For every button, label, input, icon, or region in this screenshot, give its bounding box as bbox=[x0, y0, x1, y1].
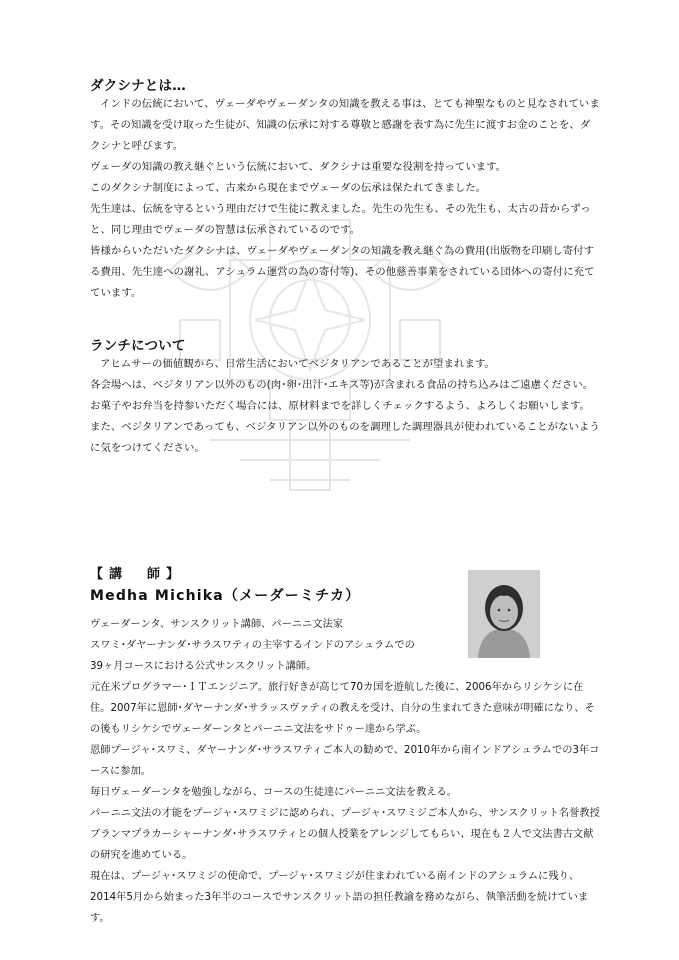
lunch-paragraph: アヒムサーの価値観から、日常生活においてベジタリアンであることが望まれます。 bbox=[100, 358, 495, 370]
bio-line: スワミ･ダヤーナンダ･サラスワティの主宰するインドのアシュラムでの bbox=[90, 640, 415, 651]
dakshina-paragraph: このダクシナ制度によって、古来から現在までヴェーダの伝承は保たれてきました。 bbox=[90, 182, 487, 194]
bio-line: ヴェーダーンタ、サンスクリット講師、パーニニ文法家 bbox=[90, 619, 344, 630]
bio-line: パーニニ文法の才能をプージャ･スワミジに認められ、プージャ･スワミジご本人から、サンスクリット名誉教授ブランマプラカーシャーナンダ･サラスワティとの個人授業をアレンジしてもらい、現在も２人で文法書古文献の研究を進めている。 bbox=[90, 808, 600, 861]
dakshina-paragraph: 先生達は、伝統を守るという理由だけで生徒に教えました。先生の先生も、その先生も、太古の昔からずっと、同じ理由でヴェーダの智慧は伝承されているのです。 bbox=[90, 203, 591, 236]
lunch-section bbox=[90, 334, 600, 459]
lunch-paragraph: 各会場へは、ベジタリアン以外のもの(肉･卵･出汁･エキス等)が含まれる食品の持ち込みはご遠慮ください。お菓子やお弁当を持参いただく場合には、原材料までを詳しくチェックするよう、よろしくお願いします。 bbox=[90, 379, 594, 412]
bio-line: 現在は、プージャ･スワミジの使命で、プージャ･スワミジが住まわれている南インドのアシュラムに残り、2014年5月から始まった3年半のコースでサンスクリット語の担任教諭を務めながら、執筆活動を続けています。 bbox=[90, 871, 589, 924]
bio-line: 恩師プージャ･スワミ、ダヤーナンダ･サラスワティご本人の勧めで、2010年から南インドアシュラムでの3年コースに参加。 bbox=[90, 745, 600, 777]
dakshina-title: ダクシナとは… bbox=[90, 78, 186, 94]
bio-line: 元在米プログラマー･ＩＴエンジニア。旅行好きが高じて70カ国を遊航した後に、2006年からリシケシに在住。2007年に恩師･ダヤーナンダ･サラッスヴァティの教えを受け、自分の生まれてきた意味が明確になり、その後もリシケシでヴェーダーンタとパーニニ文法をサドゥー達から学ぶ。 bbox=[90, 682, 595, 735]
dakshina-section bbox=[90, 74, 600, 304]
bio-line: 毎日ヴェーダーンタを勉強しながら、コースの生徒達にパーニニ文法を教える。 bbox=[90, 787, 458, 798]
instructor-section bbox=[90, 566, 600, 929]
lunch-title: ランチについて bbox=[90, 338, 186, 354]
instructor-name: Medha Michika（メーダーミチカ） bbox=[90, 588, 361, 604]
instructor-photo bbox=[468, 570, 540, 658]
dakshina-paragraph: 皆様からいただいたダクシナは、ヴェーダやヴェーダンタの知識を教え継ぐ為の費用(出版物を印刷し寄付する費用、先生達への謝礼、アシュラム運営の為の寄付等)、その他慈善事業をされている団体への寄付に充てています。 bbox=[90, 245, 595, 299]
dakshina-paragraph: インドの伝統において、ヴェーダやヴェーダンタの知識を教える事は、とても神聖なものと見なされています。その知識を受け取った生徒が、知識の伝承に対する尊敬と感謝を表す為に先生に渡すお金のことを、ダクシナと呼びます。 bbox=[90, 98, 600, 152]
portrait-image bbox=[468, 570, 540, 658]
dakshina-paragraph: ヴェーダの知識の教え継ぐという伝統において、ダクシナは重要な役割を持っています。 bbox=[90, 161, 507, 173]
lunch-paragraph: また、ベジタリアンであっても、ベジタリアン以外のものを調理した調理器具が使われていることがないように気をつけてください。 bbox=[90, 421, 600, 454]
main-content bbox=[90, 70, 600, 459]
instructor-bio bbox=[90, 614, 600, 929]
bio-line: 39ヶ月コースにおける公式サンスクリット講師。 bbox=[90, 661, 317, 672]
instructor-heading: 【講 師】 bbox=[90, 567, 186, 582]
